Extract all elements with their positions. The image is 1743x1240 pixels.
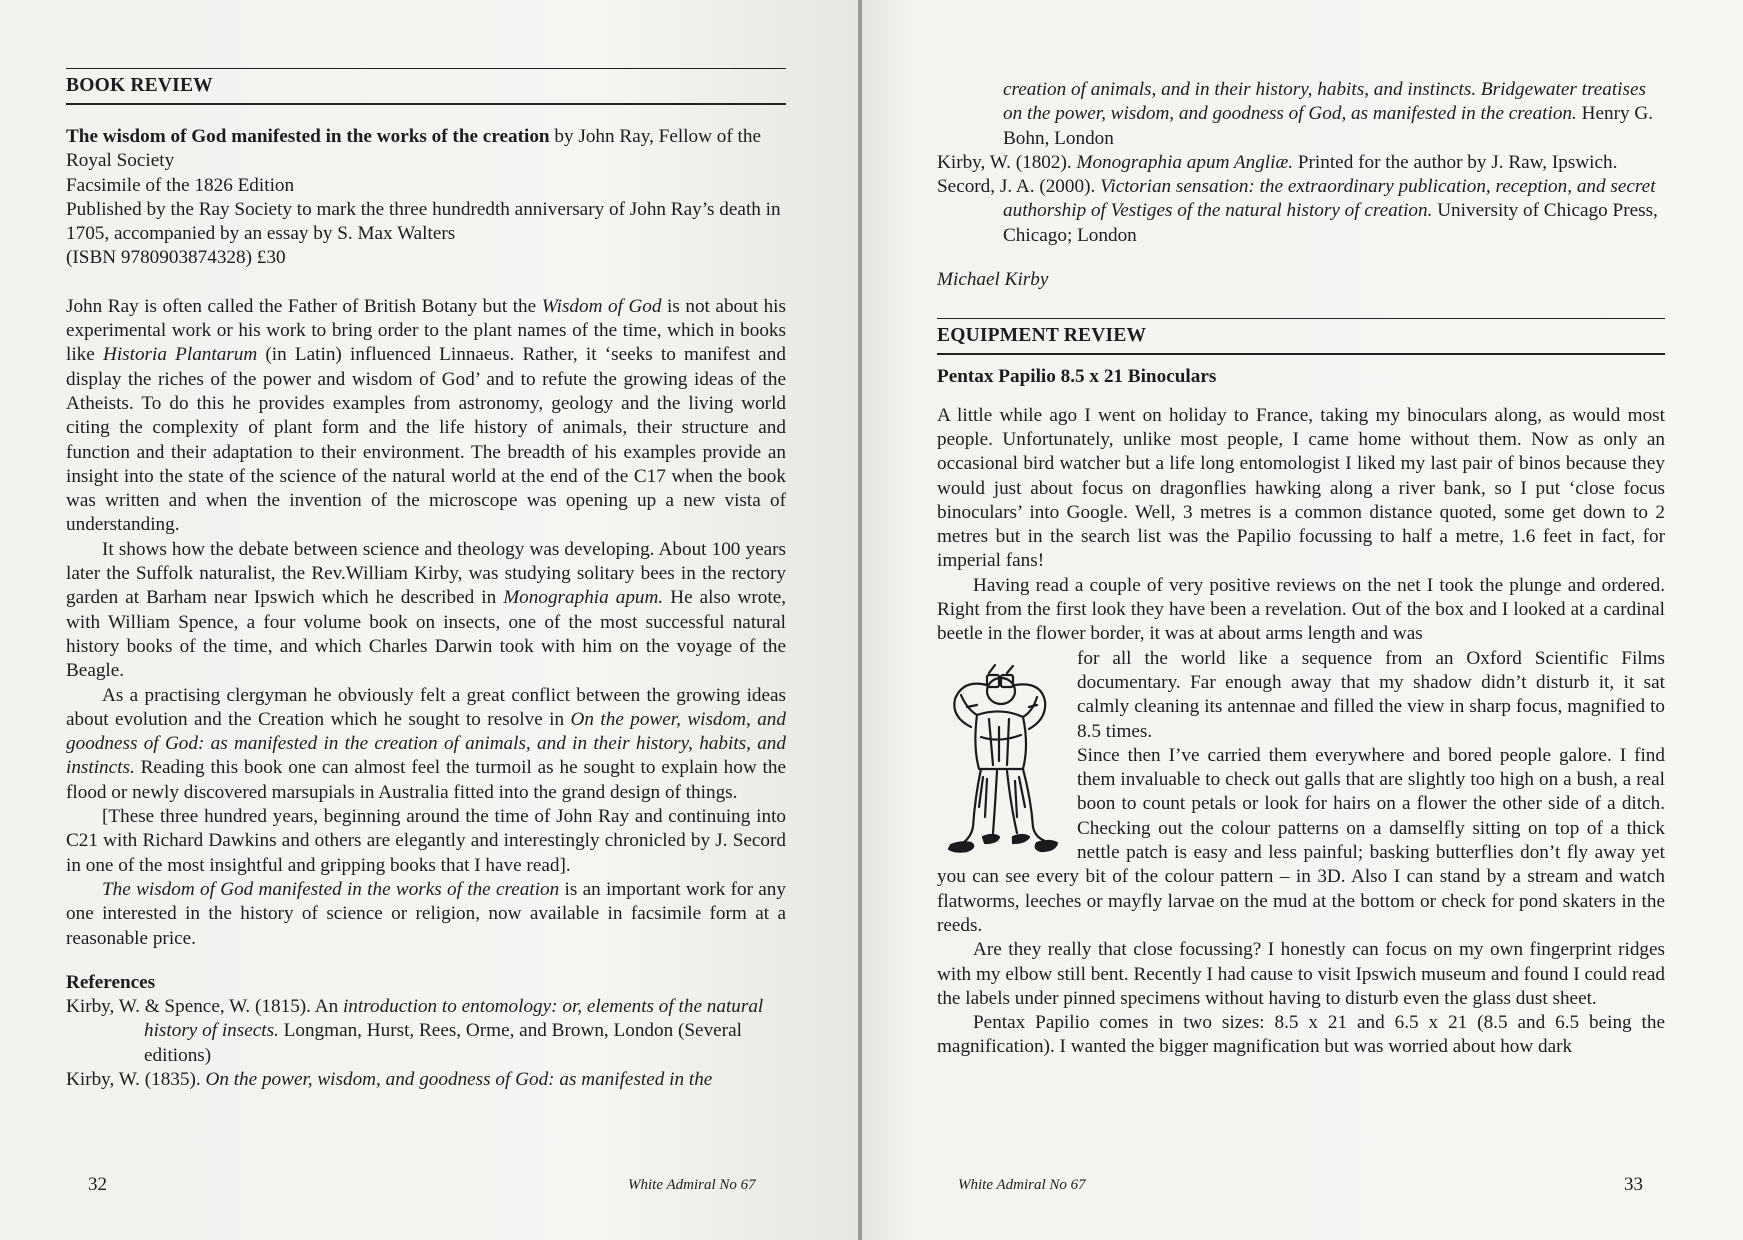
p2-text-a: It shows how the debate between science and theology was developing. About 100 years later the Suffolk naturalist, the Rev.William Kirby, was studying solitary bees in the rectory garden at Barham near Ipswich which he described in xyxy=(66,538,786,609)
reference-2-start xyxy=(66,1068,786,1092)
p5-italic-title: The wisdom of God manifested in the works of the creation xyxy=(102,878,560,900)
book-title: The wisdom of God manifested in the works of the creation xyxy=(66,126,550,147)
left-page xyxy=(0,0,858,1240)
reference-2-continued xyxy=(937,78,1665,151)
ref2-text-a: Kirby, W. (1835). xyxy=(66,1068,206,1090)
equipment-paragraph-5: Pentax Papilio comes in two sizes: 8.5 x 21 and 6.5 x 21 (8.5 and 6.5 being the magnification). I wanted the bigger magnification but was worried about how dark xyxy=(937,1012,1665,1058)
equipment-paragraph-1: A little while ago I went on holiday to France, taking my binoculars along, as would most people. Unfortunately, unlike most people, I came home without them. Now as only an occasional bird watcher but a life long entomologist I liked my last pair of binos because they would just about focus on dragonflies hawking along a river bank, so I put ‘close focus binoculars’ into Google. Well, 3 metres is a common distance quoted, some get down to 2 metres but in the search list was the Papilio focussing to half a metre, 1.6 feet in fact, for imperial fans! xyxy=(937,404,1665,572)
reference-4 xyxy=(937,175,1665,248)
ref1-text-a: Kirby, W. & Spence, W. (1815). An xyxy=(66,996,343,1018)
review-paragraph-3 xyxy=(66,684,786,805)
ref3-text-c: Printed for the author by J. Raw, Ipswich. xyxy=(1293,151,1618,173)
review-paragraph-4: [These three hundred years, beginning around the time of John Ray and continuing into C21 with Richard Dawkins and others are elegantly and interestingly chronicled by J. Secord in one of the most insightful and gripping books that I have read]. xyxy=(66,806,786,876)
equipment-paragraph-3: Since then I’ve carried them everywhere and bored people galore. I find them invaluable to check out galls that are slightly too high on a bush, a real boon to count petals or look for hairs on a flower the other side of a ditch. Checking out the colour patterns on a damselfly sitting on top of a thick nettle patch is easy and less painful; basking butterflies don’t fly away yet you can see every bit of the colour pattern – in 3D. Also I can stand by a stream and watch flatworms, leeches or mayfly larvae on the mud at the bottom or check for pond skaters in the reeds. xyxy=(937,744,1665,936)
isbn-line: (ISBN 9780903874328) £30 xyxy=(66,247,286,269)
p1-italic-historia: Historia Plantarum xyxy=(102,344,258,366)
review-signature: Michael Kirby xyxy=(937,269,1049,291)
ref4-italic-title: Victorian sensation: the extraordinary publication, reception, and secret authorship of Vestiges of the natural history of creation. xyxy=(1003,176,1656,222)
reference-3 xyxy=(937,151,1665,175)
p3-text-c: Reading this book one can almost feel the turmoil as he sought to explain how the flood or newly discovered marsupials in Australia fitted into the grand design of things. xyxy=(66,757,786,803)
book-author: by John Ray, Fellow of the Royal Society xyxy=(66,126,761,172)
ref1-text-c: Longman, Hurst, Rees, Orme, and Brown, London (Several editions) xyxy=(144,1020,742,1066)
ref1-italic-title: introduction to entomology: or, elements of the natural history of insects. xyxy=(144,996,764,1042)
p1-text-c: is not about his experimental work or his work to bring order to the plant names of the time, which in books like xyxy=(66,295,786,366)
equipment-paragraph-4: Are they really that close focussing? I honestly can focus on my own fingerprint ridges with my elbow still bent. Recently I had cause to visit Ipswich museum and found I could read the labels under pinned specimens without having to disturb even the glass dust sheet. xyxy=(937,939,1665,1009)
ref3-italic-title: Monographia apum Angliæ. xyxy=(1076,151,1294,173)
ref3-text-a: Kirby, W. (1802). xyxy=(937,151,1077,173)
page-number-left: 32 xyxy=(88,1174,107,1195)
p1-text-a: John Ray is often called the Father of British Botany but the xyxy=(66,295,542,317)
edition-line: Facsimile of the 1826 Edition xyxy=(66,174,295,196)
p3-text-a: As a practising clergyman he obviously felt a great conflict between the growing ideas about evolution and the Creation which he sought to resolve in xyxy=(66,684,786,730)
references-heading: References xyxy=(66,971,156,993)
p2-text-c: He also wrote, with William Spence, a four volume book on insects, one of the most successful natural history books of the time, and which Charles Darwin took with him on the voyage of the Beagle. xyxy=(66,587,787,682)
ref2-cont-publisher: Henry G. Bohn, London xyxy=(1003,103,1654,149)
ref2-italic-title: On the power, wisdom, and goodness of God: as manifested in the xyxy=(205,1068,713,1090)
ref4-text-c: University of Chicago Press, Chicago; London xyxy=(1003,200,1658,246)
p5-text-b: is an important work for any one interested in the history of science or religion, now available in facsimile form at a reasonable price. xyxy=(66,878,786,949)
p2-italic-monographia: Monographia apum. xyxy=(503,587,664,609)
right-page xyxy=(862,0,1743,1240)
footer-left: White Admiral No 67 xyxy=(628,1177,756,1193)
equipment-subtitle: Pentax Papilio 8.5 x 21 Binoculars xyxy=(937,366,1217,388)
ref4-text-a: Secord, J. A. (2000). xyxy=(937,176,1101,198)
review-paragraph-1 xyxy=(66,295,786,538)
p1-text-e: (in Latin) influenced Linnaeus. Rather, it ‘seeks to manifest and display the riches of the power and wisdom of God’ and to refute the growing ideas of the Atheists. To do this he provides examples from astronomy, geology and the living world citing the complexity of plant form and the life history of animals, their structure and function and their adaptation to their environment. The breadth of his examples provide an insight into the state of the science of the natural world at the end of the C17 when the book was written and when the invention of the microscope was opening up a new vista of understanding. xyxy=(66,344,786,536)
ref2-cont-italic: creation of animals, and in their history, habits, and instincts. Bridgewater treatises on the power, wisdom, and goodness of God, as manifested in the creation. xyxy=(1003,79,1646,125)
p1-italic-wisdom: Wisdom of God xyxy=(541,295,662,317)
equipment-paragraph-2-lead: Having read a couple of very positive reviews on the net I took the plunge and ordered. Right from the first look they have been a revelation. Out of the box and I looked at a cardinal beetle in the flower border, it was at about arms length and was xyxy=(937,574,1665,645)
book-review-heading: BOOK REVIEW xyxy=(66,68,786,105)
illustrated-block xyxy=(937,647,1665,939)
footer-right: White Admiral No 67 xyxy=(958,1177,1086,1193)
review-paragraph-5 xyxy=(66,878,786,951)
review-paragraph-2 xyxy=(66,538,786,684)
equipment-paragraph-2-cont: for all the world like a sequence from an Oxford Scientific Films documentary. Far enough away that my shadow didn’t disturb it, it sat calmly cleaning its antennae and filled the view in sharp focus, magnified to 8.5 times. xyxy=(1077,647,1665,742)
page-number-right: 33 xyxy=(1624,1174,1643,1195)
equipment-review-heading: EQUIPMENT REVIEW xyxy=(937,318,1665,355)
reference-1 xyxy=(66,995,786,1068)
book-title-block xyxy=(66,125,786,174)
published-line: Published by the Ray Society to mark the three hundredth anniversary of John Ray’s death in 1705, accompanied by an essay by S. Max Walters xyxy=(66,198,781,245)
binocular-man-illustration xyxy=(937,657,1063,857)
right-column xyxy=(937,0,1665,1060)
left-column xyxy=(66,0,786,1092)
p3-italic-title: On the power, wisdom, and goodness of God: as manifested in the creation of animals, and in their history, habits, and instincts. xyxy=(66,708,786,779)
